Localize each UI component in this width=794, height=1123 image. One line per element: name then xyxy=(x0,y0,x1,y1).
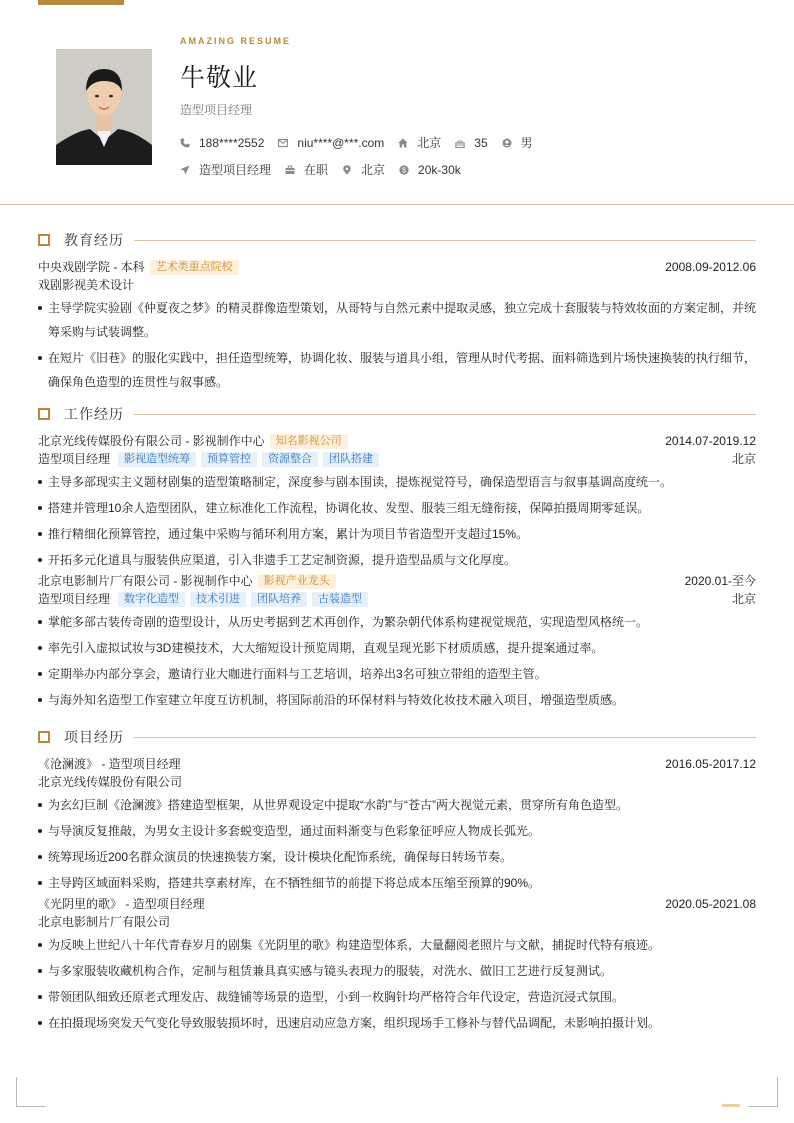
project-bullets xyxy=(38,793,756,895)
gender-icon xyxy=(502,138,512,148)
work-section xyxy=(38,405,756,712)
section-divider xyxy=(134,240,756,241)
project-name-row xyxy=(38,895,756,913)
school-name: 中央戏剧学院 - 本科 xyxy=(38,260,145,274)
list-item: 为玄幻巨制《沧澜渡》搭建造型框架，从世界观设定中提取“水韵”与“苍古”两大视觉元素，贯穿所有角色造型。 xyxy=(38,793,756,817)
salary-icon xyxy=(399,165,409,175)
list-item: 为反映上世纪八十年代青春岁月的剧集《光阴里的歌》构建造型体系，大量翻阅老照片与文献，捕捉时代特有痕迹。 xyxy=(38,933,756,957)
age-info xyxy=(455,136,487,150)
list-item: 主导多部现实主义题材剧集的造型策略制定，深度参与剧本围读，提炼视觉符号，确保造型语言与叙事基调高度统一。 xyxy=(38,470,756,494)
school-tag: 艺术类重点院校 xyxy=(150,260,239,275)
phone-text: 188****2552 xyxy=(199,135,265,150)
age-text: 35 xyxy=(474,135,488,150)
location-pin-icon xyxy=(342,165,352,175)
section-divider xyxy=(134,414,756,415)
job-role: 造型项目经理 xyxy=(38,452,111,466)
education-date: 2008.09-2012.06 xyxy=(665,260,756,274)
job-entry xyxy=(38,572,756,712)
status-text: 在职 xyxy=(304,163,329,177)
section-divider xyxy=(134,737,756,738)
list-item: 主导跨区域面料采购，搭建共享素材库，在不牺牲细节的前提下将总成本压缩至预算的90%。 xyxy=(38,871,756,895)
section-title: 工作经历 xyxy=(64,406,124,422)
company-tag: 知名影视公司 xyxy=(270,434,348,449)
target-role-text: 造型项目经理 xyxy=(199,163,272,177)
skill-tag: 古装造型 xyxy=(312,592,368,607)
list-item: 推行精细化预算管控，通过集中采购与循环利用方案，累计为项目节省造型开支超过15%。 xyxy=(38,522,756,546)
education-bullets xyxy=(38,296,756,394)
company-name: 北京电影制片厂有限公司 - 影视制作中心 xyxy=(38,574,253,588)
major-name: 戏剧影视美术设计 xyxy=(38,278,135,292)
project-name-row xyxy=(38,755,756,773)
project-entry xyxy=(38,755,756,895)
job-company-row xyxy=(38,432,756,450)
job-date: 2014.07-2019.12 xyxy=(665,434,756,448)
list-item: 主导学院实验剧《仲夏夜之梦》的精灵群像造型策划，从哥特与自然元素中提取灵感，独立完成十套服装与特效妆面的方案定制，并统筹采购与试装调整。 xyxy=(38,296,756,344)
project-company-row xyxy=(38,913,756,931)
birthday-cake-icon xyxy=(455,138,465,148)
job-city: 北京 xyxy=(731,452,756,466)
phone-icon xyxy=(180,138,190,148)
project-entry xyxy=(38,895,756,1035)
corner-decoration xyxy=(748,1077,778,1107)
candidate-title: 造型项目经理 xyxy=(180,103,253,117)
skill-tag: 团队搭建 xyxy=(323,452,379,467)
brand-label: AMAZING RESUME xyxy=(180,36,291,46)
briefcase-icon xyxy=(285,165,295,175)
projects-section xyxy=(38,728,756,1035)
skill-tag: 团队培养 xyxy=(251,592,307,607)
svg-text:$: $ xyxy=(402,167,406,175)
salary-text: 20k-30k xyxy=(418,162,461,177)
target-city-text: 北京 xyxy=(361,163,386,177)
project-company: 北京电影制片厂有限公司 xyxy=(38,915,171,929)
list-item: 掌舵多部古装传奇剧的造型设计，从历史考据到艺术再创作，为繁杂朝代体系构建视觉规范，实现造型风格统一。 xyxy=(38,610,756,634)
mail-icon xyxy=(278,138,288,148)
skill-tag: 预算管控 xyxy=(201,452,257,467)
education-heading xyxy=(38,231,756,249)
contact-row xyxy=(180,134,547,151)
gender-text: 男 xyxy=(520,136,533,150)
list-item: 开拓多元化道具与服装供应渠道，引入非遗手工艺定制资源，提升造型品质与文化厚度。 xyxy=(38,548,756,572)
project-date: 2016.05-2017.12 xyxy=(665,757,756,771)
target-role-info xyxy=(180,161,271,178)
company-tag: 影视产业龙头 xyxy=(258,574,336,589)
profile-photo xyxy=(56,49,152,165)
home-city-info xyxy=(398,134,441,151)
list-item: 与多家服装收藏机构合作，定制与租赁兼具真实感与镜头表现力的服装，对洗水、做旧工艺进行反复测试。 xyxy=(38,959,756,983)
job-role-row xyxy=(38,590,756,608)
salary-info xyxy=(399,163,461,177)
list-item: 带领团队细致还原老式理发店、裁缝铺等场景的造型，小到一枚胸针均严格符合年代设定，营造沉浸式氛围。 xyxy=(38,985,756,1009)
project-company: 北京光线传媒股份有限公司 xyxy=(38,775,183,789)
skill-tag: 影视造型统筹 xyxy=(118,452,196,467)
list-item: 定期举办内部分享会，邀请行业大咖进行面料与工艺培训，培养出3名可独立带组的造型主管。 xyxy=(38,662,756,686)
resume-header xyxy=(0,0,794,205)
email-text: niu****@***.com xyxy=(297,135,385,150)
skill-tag: 技术引进 xyxy=(190,592,246,607)
job-city: 北京 xyxy=(731,592,756,606)
skill-tag: 数字化造型 xyxy=(118,592,185,607)
gender-info xyxy=(502,134,533,151)
section-marker-icon xyxy=(38,234,50,246)
home-city-text: 北京 xyxy=(417,136,442,150)
job-bullets xyxy=(38,610,756,712)
job-bullets xyxy=(38,470,756,572)
job-entry xyxy=(38,432,756,572)
home-icon xyxy=(398,138,408,148)
list-item: 统筹现场近200名群众演员的快速换装方案，设计模块化配饰系统，确保每日转场节奏。 xyxy=(38,845,756,869)
status-info xyxy=(285,161,328,178)
projects-heading xyxy=(38,728,756,746)
job-intent-row xyxy=(180,161,475,178)
phone-info xyxy=(180,136,264,150)
send-icon xyxy=(180,165,190,175)
email-info xyxy=(278,136,384,150)
corner-decoration xyxy=(16,1077,46,1107)
company-name: 北京光线传媒股份有限公司 - 影视制作中心 xyxy=(38,434,265,448)
education-major-row xyxy=(38,276,756,294)
project-date: 2020.05-2021.08 xyxy=(665,897,756,911)
project-name: 《光阴里的歌》 - 造型项目经理 xyxy=(38,897,205,911)
job-company-row xyxy=(38,572,756,590)
section-title: 教育经历 xyxy=(64,232,124,248)
section-title: 项目经历 xyxy=(64,729,124,745)
section-marker-icon xyxy=(38,731,50,743)
list-item: 搭建并管理10余人造型团队，建立标准化工作流程，协调化妆、发型、服装三组无缝衔接，保障拍摄周期零延误。 xyxy=(38,496,756,520)
skill-tag: 资源整合 xyxy=(262,452,318,467)
education-school-row xyxy=(38,258,756,276)
project-bullets xyxy=(38,933,756,1035)
job-role-row xyxy=(38,450,756,468)
target-city-info xyxy=(342,161,385,178)
work-heading xyxy=(38,405,756,423)
candidate-name: 牛敬业 xyxy=(180,64,259,92)
list-item: 率先引入虚拟试妆与3D建模技术，大大缩短设计预览周期，直观呈现光影下材质质感，提升提案通过率。 xyxy=(38,636,756,660)
list-item: 与导演反复推敲，为男女主设计多套蜕变造型，通过面料渐变与色彩象征呼应人物成长弧光。 xyxy=(38,819,756,843)
project-company-row xyxy=(38,773,756,791)
job-role: 造型项目经理 xyxy=(38,592,111,606)
list-item: 在短片《旧巷》的服化实践中，担任造型统筹，协调化妆、服装与道具小组，管理从时代考据、面料筛选到片场快速换装的执行细节，确保角色造型的连贯性与叙事感。 xyxy=(38,346,756,394)
section-marker-icon xyxy=(38,408,50,420)
list-item: 与海外知名造型工作室建立年度互访机制，将国际前沿的环保材料与特效化妆技术融入项目，增强造型质感。 xyxy=(38,688,756,712)
job-date: 2020.01-至今 xyxy=(684,574,756,588)
list-item: 在拍摄现场突发天气变化导致服装损坏时，迅速启动应急方案，组织现场手工修补与替代品调配，未影响拍摄计划。 xyxy=(38,1011,756,1035)
footer-accent xyxy=(722,1104,740,1107)
project-name: 《沧澜渡》 - 造型项目经理 xyxy=(38,757,181,771)
education-section xyxy=(38,231,756,394)
